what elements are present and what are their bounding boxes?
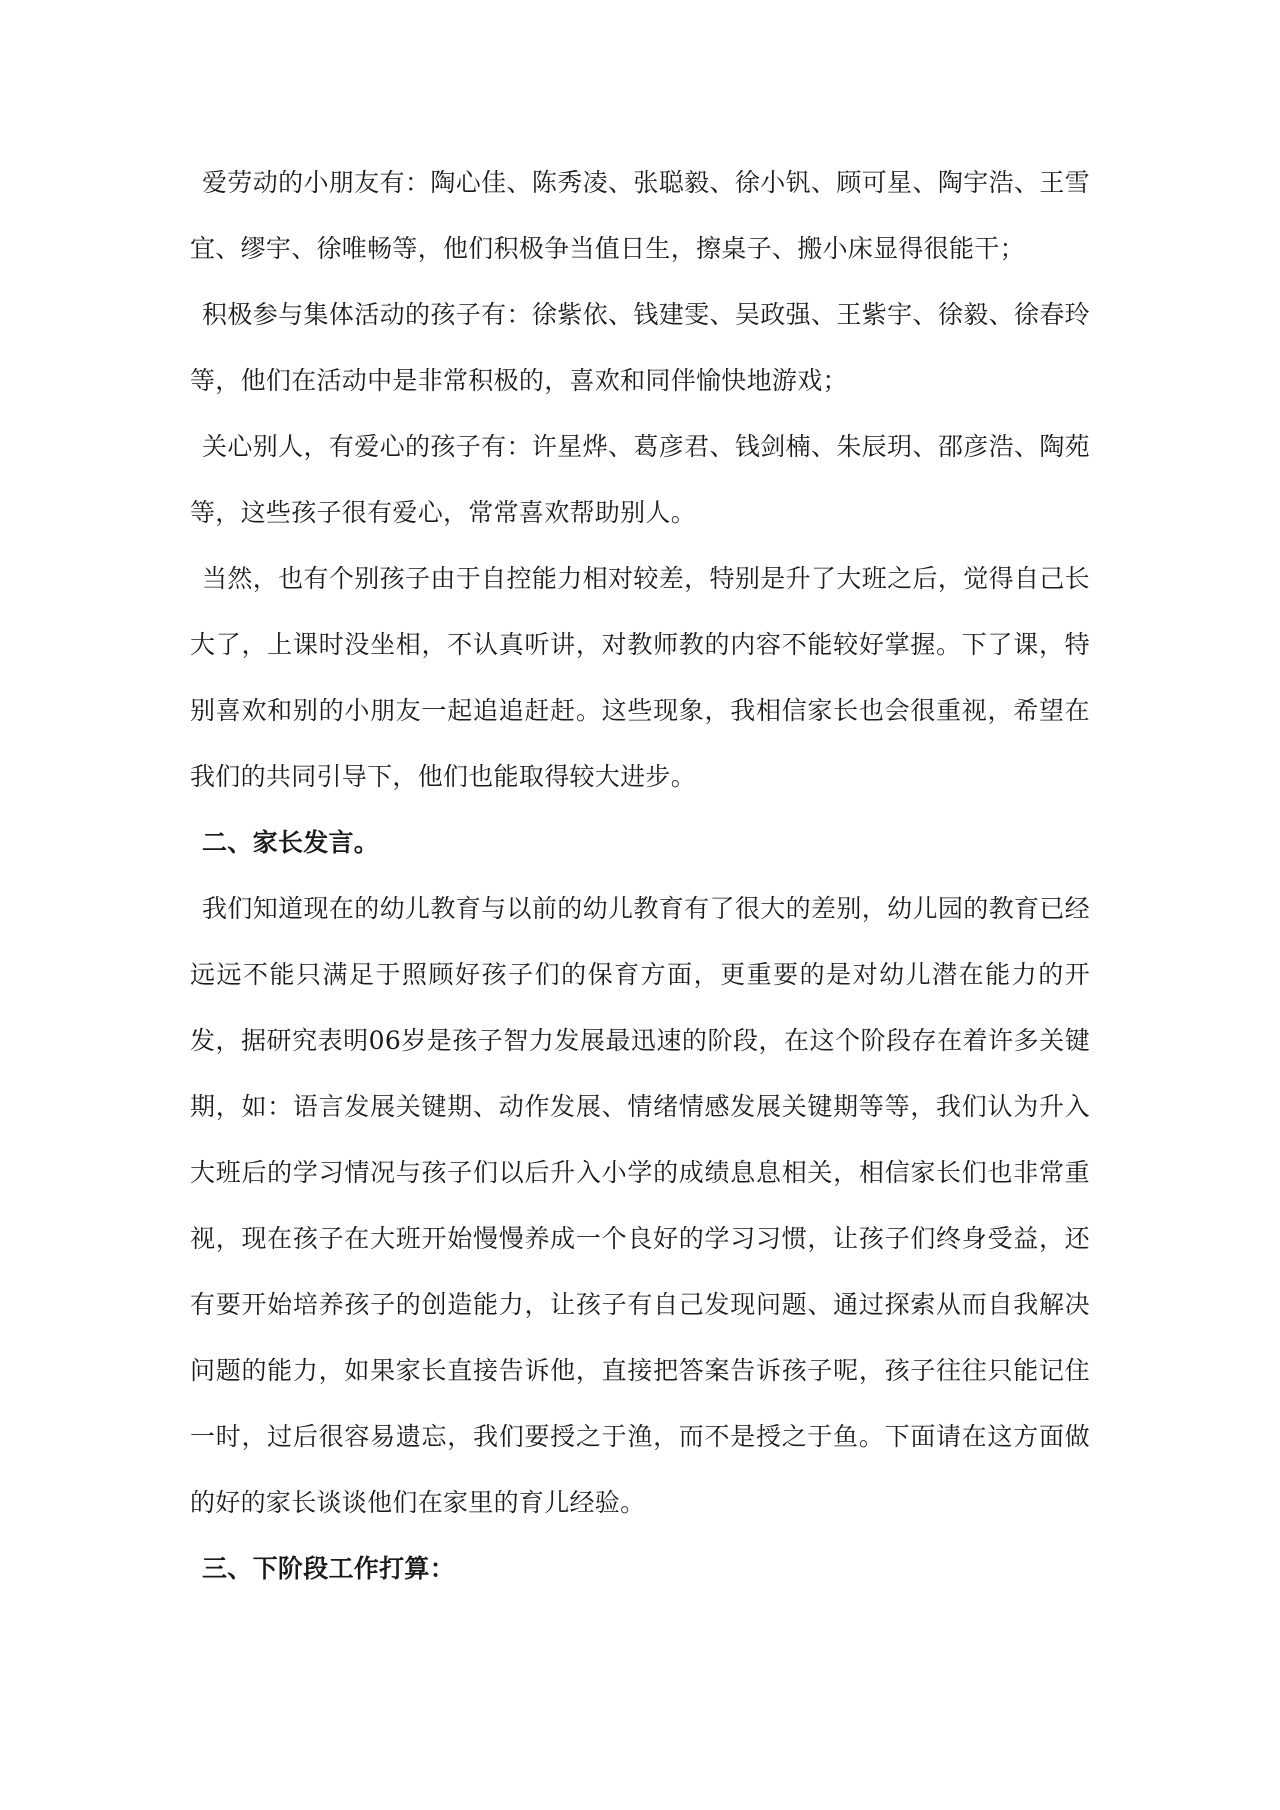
section-heading-next-plan: 三、下阶段工作打算： — [202, 1554, 456, 1583]
paragraph-caring-children: 关心别人，有爱心的孩子有：许星烨、葛彦君、钱剑楠、朱辰玥、邵彦浩、陶苑等，这些孩子很有爱心，常常喜欢帮助别人。 — [190, 432, 1090, 527]
paragraph-parent-speech: 我们知道现在的幼儿教育与以前的幼儿教育有了很大的差别，幼儿园的教育已经远远不能只满足于照顾好孩子们的保育方面，更重要的是对幼儿潜在能力的开发，据研究表明06岁是孩子智力发展最迅速的阶段，在这个阶段存在着许多关键期，如：语言发展关键期、动作发展、情绪情感发展关键期等等，我们认为升入大班后的学习情况与孩子们以后升入小学的成绩息息相关，相信家长们也非常重视，现在孩子在大班开始慢慢养成一个良好的学习习惯，让孩子们终身受益，还有要开始培养孩子的创造能力，让孩子有自己发现问题、通过探索从而自我解决问题的能力，如果家长直接告诉他，直接把答案告诉孩子呢，孩子往往只能记住一时，过后很容易遗忘，我们要授之于渔，而不是授之于鱼。下面请在这方面做的好的家长谈谈他们在家里的育儿经验。 — [190, 894, 1090, 1517]
section-heading-parent-speech: 二、家长发言。 — [202, 828, 380, 857]
document-body — [190, 150, 1090, 1602]
paragraph-self-control: 当然，也有个别孩子由于自控能力相对较差，特别是升了大班之后，觉得自己长大了，上课时没坐相，不认真听讲，对教师教的内容不能较好掌握。下了课，特别喜欢和别的小朋友一起追追赶赶。这些现象，我相信家长也会很重视，希望在我们的共同引导下，他们也能取得较大进步。 — [190, 564, 1090, 791]
paragraph-hardworking-children: 爱劳动的小朋友有：陶心佳、陈秀凌、张聪毅、徐小钒、顾可星、陶宇浩、王雪宜、缪宇、徐唯畅等，他们积极争当值日生，擦桌子、搬小床显得很能干； — [190, 168, 1090, 263]
paragraph-active-children: 积极参与集体活动的孩子有：徐紫依、钱建雯、吴政强、王紫宇、徐毅、徐春玲等，他们在活动中是非常积极的，喜欢和同伴愉快地游戏； — [190, 300, 1090, 395]
